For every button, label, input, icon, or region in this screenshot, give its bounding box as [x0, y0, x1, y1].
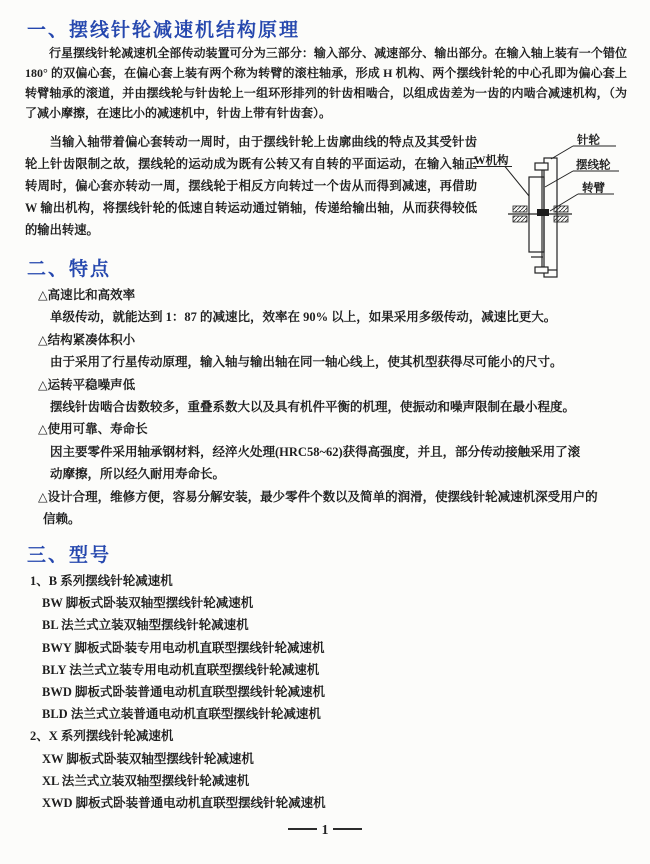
support-hatch-left-top	[513, 206, 527, 212]
support-hatch-left-bottom	[513, 216, 527, 222]
diagram-label-w-mechanism: W机构	[474, 155, 509, 167]
model-item: XWD 脚板式卧装普通电动机直联型摆线针轮减速机	[42, 796, 326, 811]
top-bearing	[535, 163, 548, 170]
eccentric-cam-block	[537, 209, 549, 216]
feature-title: △高速比和高效率	[38, 288, 136, 302]
footer-dash-left	[288, 828, 317, 830]
section1-heading: 一、摆线针轮减速机结构原理	[27, 20, 301, 41]
feature-list	[25, 284, 625, 530]
model-item: BWD 脚板式卧装普通电动机直联型摆线针轮减速机	[42, 685, 325, 700]
model-item: BLY 法兰式立装专用电动机直联型摆线针轮减速机	[42, 662, 320, 677]
model-item: XL 法兰式立装双轴型摆线针轮减速机	[42, 773, 250, 788]
feature-title: △运转平稳噪声低	[38, 377, 136, 392]
reducer-structure-diagram	[465, 118, 630, 288]
feature-title: △设计合理，维修方便，容易分解安装，最少零件个数以及简单的润滑，使摆线针轮减速机深受用户的信赖。	[38, 489, 598, 527]
leader-line-cycloid-wheel	[545, 171, 573, 187]
model-list	[25, 570, 625, 814]
feature-desc: 由于采用了行星传动原理，输入轴与输出轴在同一轴心线上，使其机型获得尽可能小的尺寸。	[50, 355, 563, 370]
section3-heading: 三、型号	[27, 545, 112, 566]
feature-desc: 因主要零件采用轴承钢材料，经淬火处理(HRC58~62)获得高强度，并且，部分传动接触采用了滚动摩擦，所以经久耐用寿命长。	[50, 444, 581, 482]
page-footer	[0, 822, 650, 838]
model-item: BLD 法兰式立装普通电动机直联型摆线针轮减速机	[42, 707, 321, 722]
footer-dash-right	[333, 828, 362, 830]
model-item: XW 脚板式卧装双轴型摆线针轮减速机	[42, 751, 254, 766]
model-item: BW 脚板式卧装双轴型摆线针轮减速机	[42, 596, 254, 611]
feature-desc: 摆线针齿啮合齿数较多，重叠系数大以及具有机件平衡的机理，使振动和噪声限制在最小程度。	[50, 400, 576, 415]
section1-paragraph-1: 行星摆线针轮减速机全部传动装置可分为三部分：输入部分、减速部分、输出部分。在输入轴上装有一个错位 180° 的双偏心套，在偏心套上装有两个称为转臂的滚柱轴承，形成 H 机构、两个摆线针轮的中心孔即为偏心套上转臂轴承的滚道，并由摆线轮与针齿轮上一组环形排列的针齿相啮合，以组成齿差为一齿的内啮合减速机构，（为了减小摩擦，在速比小的减速机中，针齿上带有针齿套）。	[25, 46, 627, 120]
model-item: BWY 脚板式卧装专用电动机直联型摆线针轮减速机	[42, 640, 325, 655]
support-hatch-right-bottom	[554, 216, 568, 222]
diagram-label-pin-wheel: 针轮	[577, 134, 600, 147]
section1-paragraph-2: 当输入轴带着偏心套转动一周时，由于摆线针轮上齿廓曲线的特点及其受针齿轮上针齿限制之故，摆线轮的运动成为既有公转又有自转的平面运动，在输入轴正转周时，偏心套亦转动一周，摆线轮于相反方向转过一个齿从而得到减速，再借助 W 输出机构，将摆线针轮的低速自转运动通过销轴，传递给输出轴，从而获得较低的输出转速。	[25, 135, 477, 237]
diagram-label-crank-arm: 转臂	[582, 182, 605, 195]
section2-heading: 二、特点	[27, 259, 112, 280]
model-item: BL 法兰式立装双轴型摆线针轮减速机	[42, 618, 249, 633]
diagram-label-cycloid-wheel: 摆线轮	[576, 159, 611, 172]
model-group-title: 1、B 系列摆线针轮减速机	[30, 574, 173, 588]
model-group-title: 2、X 系列摆线针轮减速机	[30, 729, 174, 744]
leader-line-w-mechanism	[505, 167, 529, 197]
bottom-bearing	[535, 267, 548, 273]
leader-line-pin-wheel	[551, 146, 573, 159]
feature-title: △使用可靠、寿命长	[38, 422, 148, 437]
feature-title: △结构紧凑体积小	[38, 332, 136, 347]
feature-desc: 单级传动，就能达到 1：87 的减速比，效率在 90% 以上，如果采用多级传动，减速比更大。	[50, 310, 557, 325]
page-number: 1	[321, 822, 329, 837]
